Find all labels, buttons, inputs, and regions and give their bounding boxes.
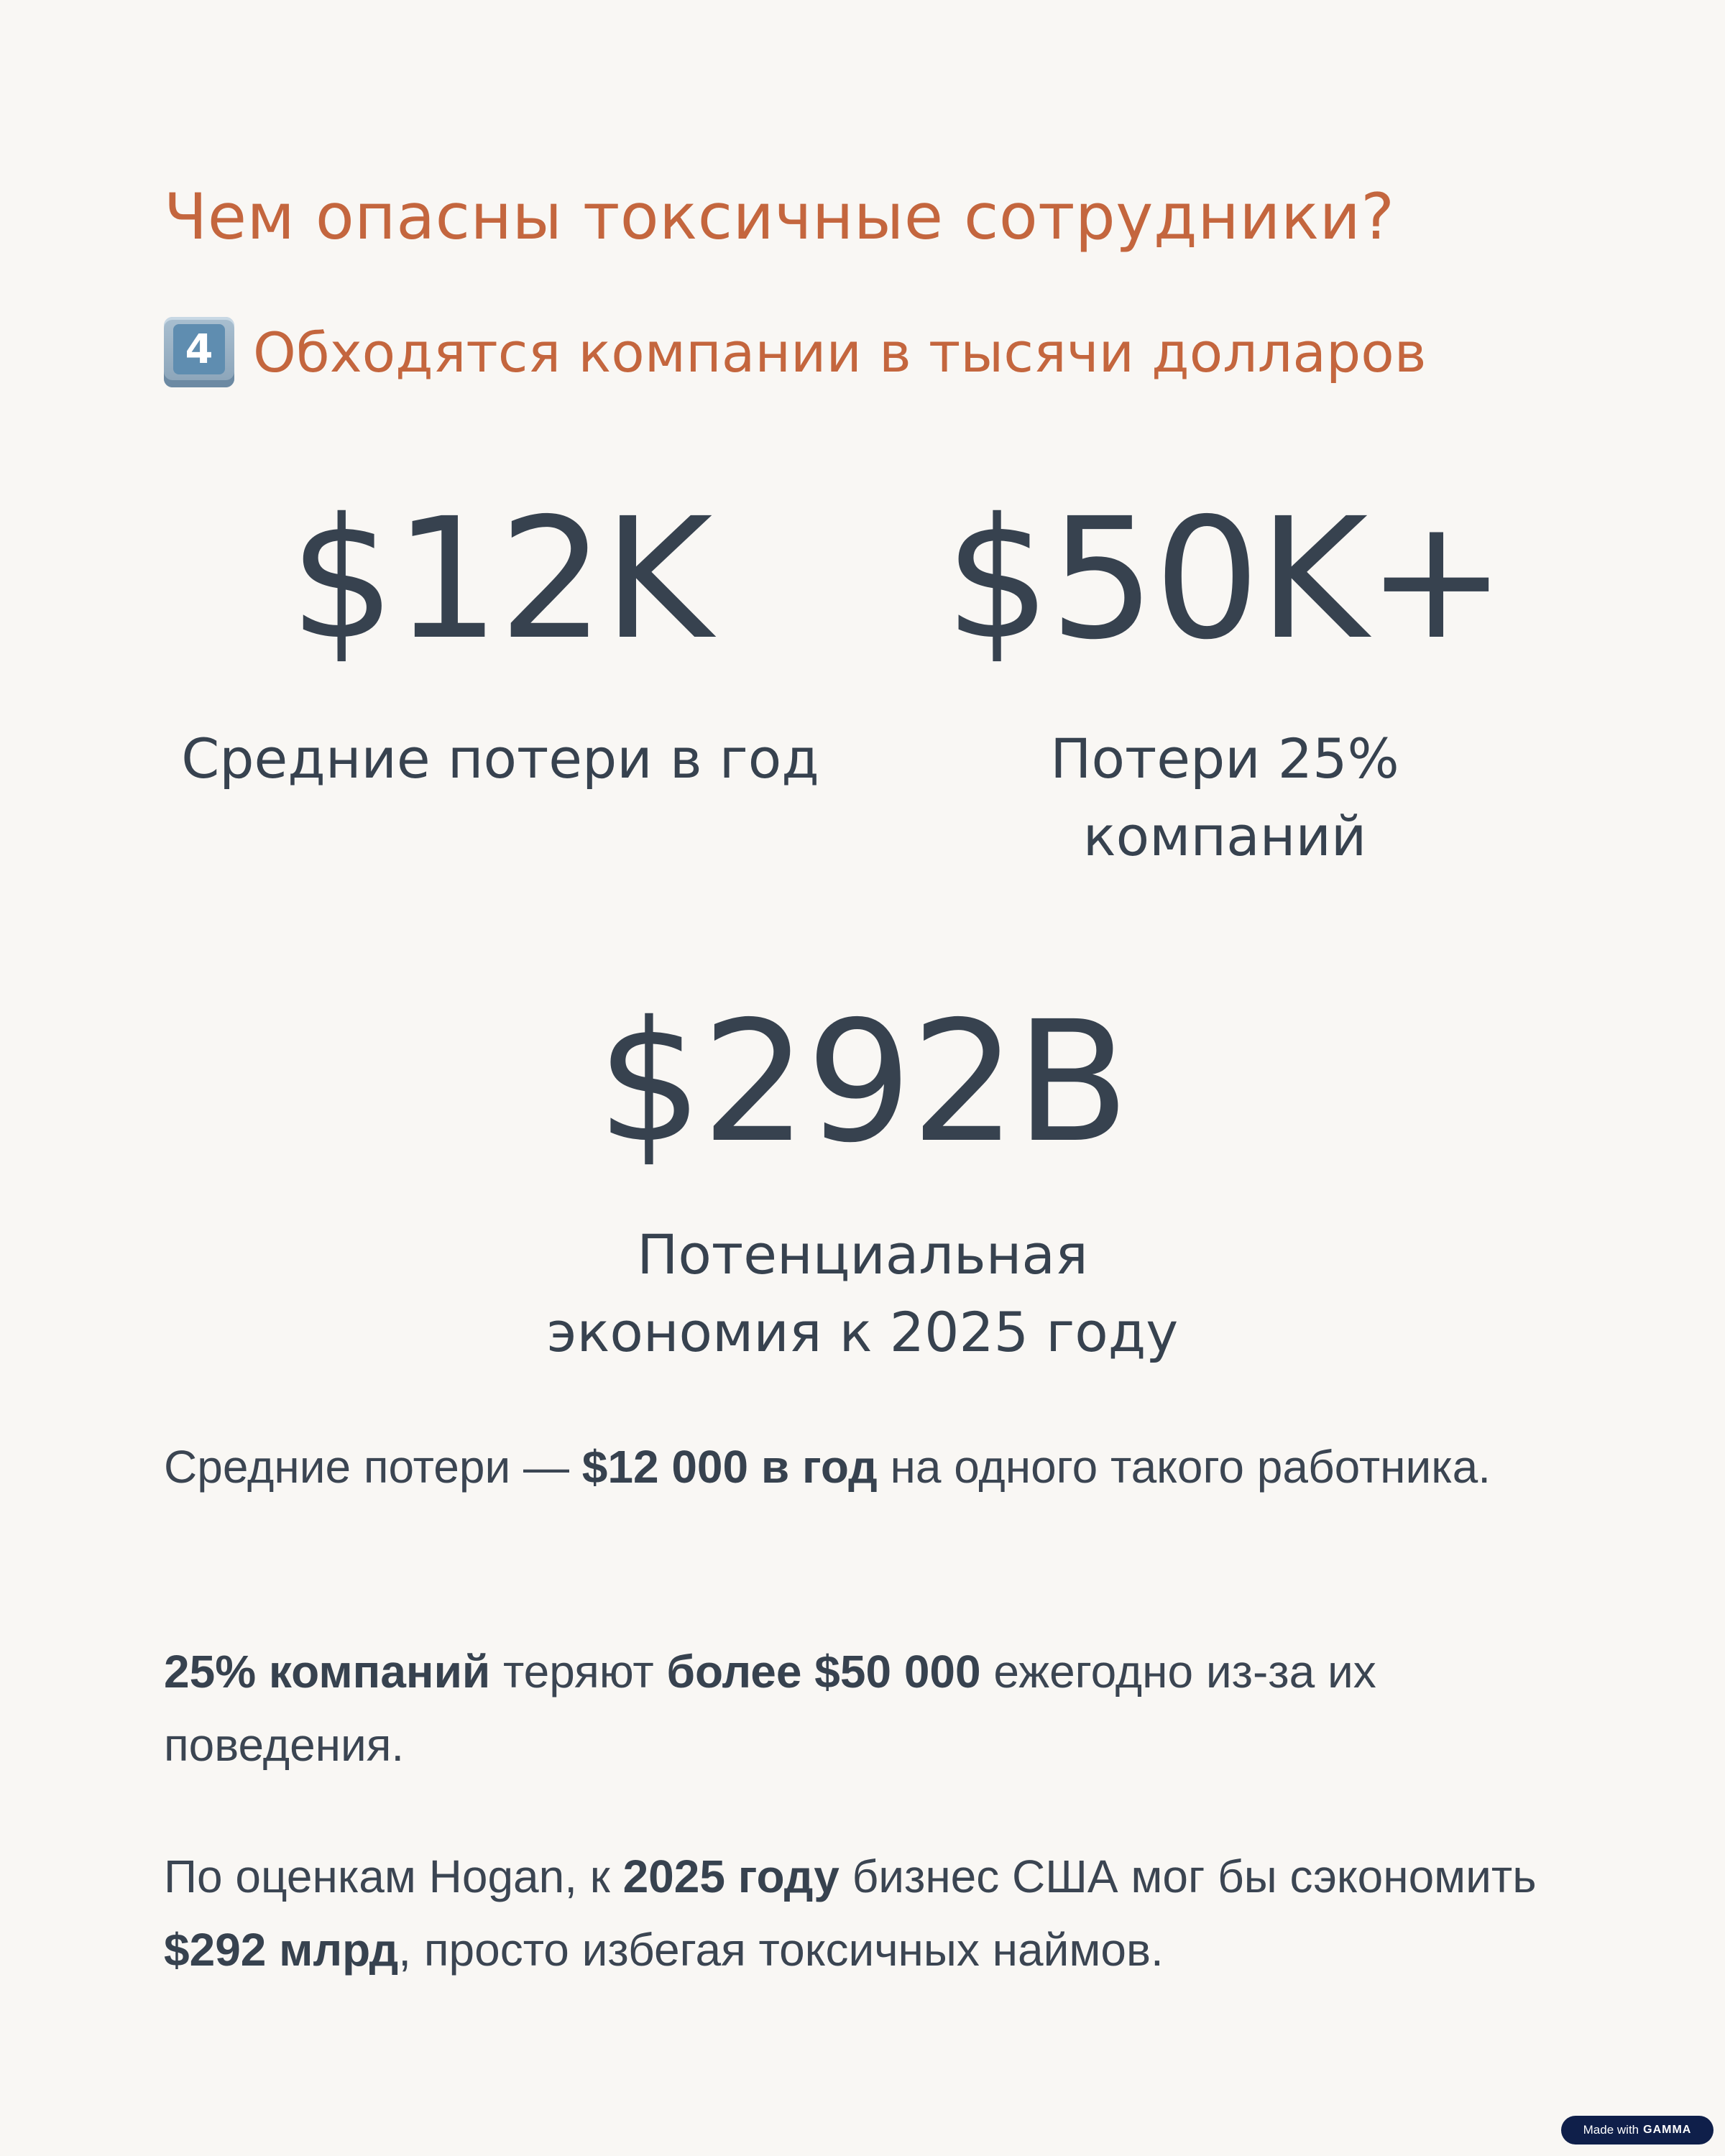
- stat-label-line: экономия к 2025 году: [546, 1300, 1179, 1364]
- stat-potential-savings: [431, 985, 1294, 1371]
- stat-value: $12K: [289, 482, 712, 676]
- paragraph-text: бизнес США мог бы сэкономить: [839, 1851, 1537, 1902]
- paragraph-text: теряют: [490, 1646, 667, 1697]
- stat-label-line: Потенциальная: [637, 1222, 1088, 1286]
- paragraph-text: ежегодно из-за их поведения.: [164, 1646, 1376, 1771]
- stat-label-line: компаний: [1082, 804, 1367, 868]
- stat-company-loss: [888, 482, 1561, 875]
- paragraph-bold: $12 000 в год: [581, 1441, 878, 1493]
- subtitle: [164, 316, 1426, 388]
- paragraph-hogan-estimate: [164, 1840, 1587, 1986]
- paragraph-bold: 2025 году: [622, 1851, 840, 1902]
- paragraph-company-loss: [164, 1635, 1587, 1782]
- gamma-logo: GAMMA: [1643, 2124, 1692, 2136]
- stat-label: [431, 1216, 1294, 1371]
- paragraph-average-loss: [164, 1430, 1587, 1503]
- badge-prefix: Made with: [1583, 2123, 1639, 2137]
- stat-label: Средние потери в год: [181, 727, 819, 791]
- paragraph-text: , просто избегая токсичных наймов.: [398, 1924, 1164, 1976]
- page-title: Чем опасны токсичные сотрудники?: [164, 180, 1395, 254]
- stat-value: $292B: [597, 985, 1128, 1179]
- stat-average-loss: [164, 482, 837, 798]
- keycap-digit: 4: [173, 324, 225, 374]
- paragraph-text: Средние потери —: [164, 1441, 582, 1493]
- paragraph-text: По оценкам Hogan, к: [164, 1851, 623, 1902]
- made-with-gamma-badge[interactable]: [1561, 2116, 1714, 2145]
- stat-value: $50K+: [944, 482, 1505, 676]
- paragraph-bold: более $50 000: [666, 1646, 981, 1697]
- stat-label: [888, 720, 1561, 875]
- paragraph-text: на одного такого работника.: [877, 1441, 1491, 1493]
- paragraph-bold: 25% компаний: [164, 1646, 491, 1697]
- subtitle-text: Обходятся компании в тысячи долларов: [253, 320, 1427, 384]
- paragraph-bold: $292 млрд: [164, 1924, 399, 1976]
- keycap-four-icon: [164, 317, 234, 387]
- stat-label-line: Потери 25%: [1050, 727, 1399, 791]
